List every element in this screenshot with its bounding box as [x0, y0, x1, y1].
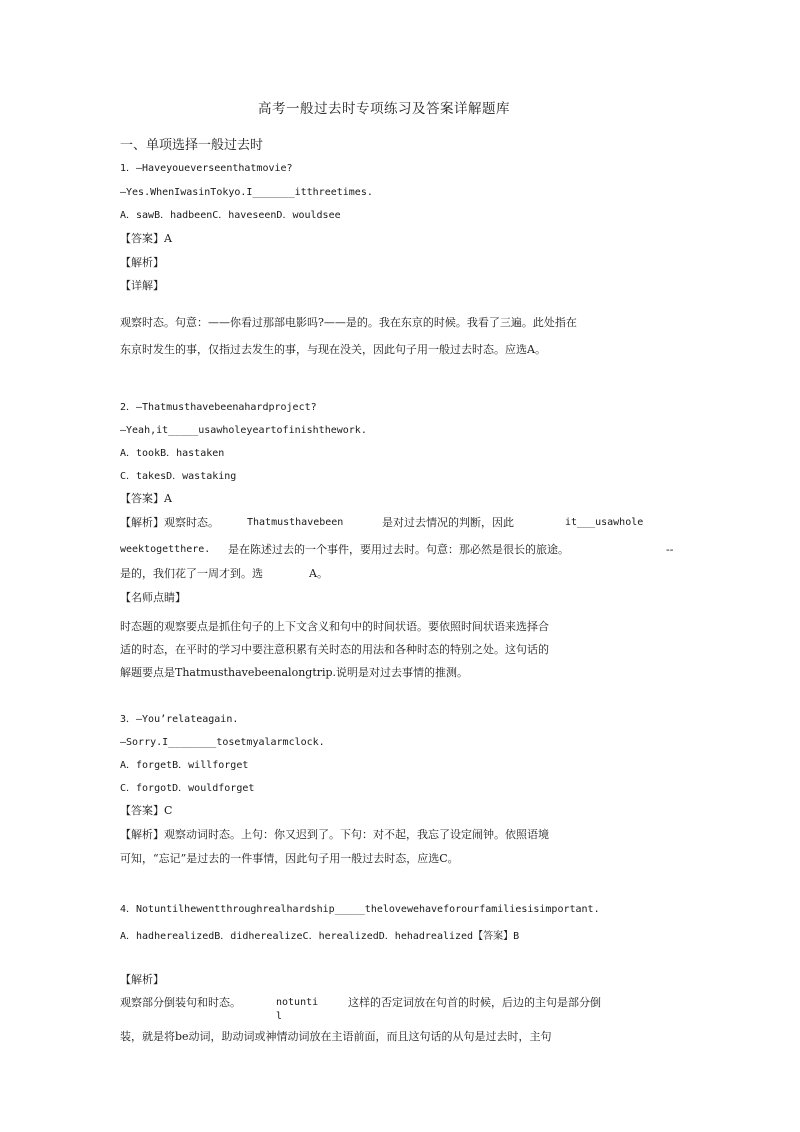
q1-explanation-line: 观察时态。句意：——你看过那部电影吗?——是的。我在东京的时候。我看了三遍。此处指在 — [120, 316, 577, 329]
q2-stem: 2．—Thatmusthavebeenahardproject? — [120, 402, 317, 413]
q2-answer: 【答案】A — [120, 492, 172, 505]
q3-reply: —Sorry.I________tosetmyalarmclock. — [120, 737, 325, 748]
q4-stem: 4．Notuntilhewentthroughrealhardship_____thelovewehaveforourfamiliesisimportant. — [120, 904, 600, 915]
q2-options-cd: C．takesD．wastaking — [120, 471, 237, 482]
q1-analysis-label: 【解析】 — [120, 256, 164, 269]
q1-answer: 【答案】A — [120, 232, 172, 245]
q2-analysis-english: weektogetthere. — [120, 544, 211, 555]
q2-tip-label: 【名师点睛】 — [120, 591, 186, 604]
q4-analysis-label: 【解析】 — [120, 973, 164, 986]
q2-analysis-english: it___usawhole — [565, 517, 644, 528]
q3-options-ab: A．forgetB．willforget — [120, 760, 249, 771]
q2-reply: —Yeah,it_____usawholeyeartofinishthework. — [120, 425, 367, 436]
q3-analysis-line: 可知，“忘记”是过去的一件事情，因此句子用一般过去时态，应选C。 — [120, 852, 459, 865]
q2-analysis-dash: -- — [666, 543, 674, 556]
q2-analysis-text: 【解析】观察时态。 — [120, 516, 219, 529]
q2-analysis-text: 是在陈述过去的一个事件，要用过去时。句意：那必然是很长的旅途。 — [228, 543, 569, 556]
q2-analysis-text: A。 — [309, 567, 328, 580]
q3-stem: 3．—You’relateagain. — [120, 714, 239, 725]
q2-options-ab: A．tookB．hastaken — [120, 448, 225, 459]
q4-options: A．hadherealizedB．didherealizeC．herealizedD．hehadrealized【答案】B — [120, 931, 520, 942]
q2-tip-line: 解题要点是Thatmusthavebeenalongtrip.说明是对过去事情的推测。 — [120, 666, 469, 679]
q2-tip-line: 时态题的观察要点是抓住句子的上下文含义和句中的时间状语。要依照时间状语来选择合 — [120, 620, 549, 633]
page-title: 高考一般过去时专项练习及答案详解题库 — [258, 101, 510, 117]
q2-tip-line: 适的时态，在平时的学习中要注意积累有关时态的用法和各种时态的特别之处。这句话的 — [120, 643, 549, 656]
q4-explanation-text: 这样的否定词放在句首的时候，后边的主句是部分倒 — [348, 996, 601, 1009]
q1-options: A．sawB．hadbeenC．haveseenD．wouldsee — [120, 210, 341, 221]
q4-explanation-english: notunti — [276, 997, 319, 1008]
q1-explanation-line: 东京时发生的事，仅指过去发生的事，与现在没关，因此句子用一般过去时态。应选A。 — [120, 343, 546, 356]
q2-analysis-text: 是对过去情况的判断，因此 — [382, 516, 514, 529]
q2-analysis-text: 是的，我们花了一周才到。选 — [120, 567, 263, 580]
q1-reply: —Yes.WhenIwasinTokyo.I_______itthreetimes. — [120, 187, 373, 198]
q1-detail-label: 【详解】 — [120, 279, 164, 292]
q3-options-cd: C．forgotD．wouldforget — [120, 783, 255, 794]
q2-analysis-english: Thatmusthavebeen — [247, 517, 344, 528]
q3-analysis-line: 【解析】观察动词时态。上句：你又迟到了。下句：对不起，我忘了设定闹钟。依照语境 — [120, 828, 549, 841]
q4-explanation-english: l — [276, 1011, 283, 1022]
q4-explanation-text: 装，就是将be动词，助动词或神情动词放在主语前面，而且这句话的从句是过去时，主句 — [120, 1030, 552, 1043]
q4-explanation-text: 观察部分倒装句和时态。 — [120, 996, 241, 1009]
section-heading: 一、单项选择一般过去时 — [120, 138, 264, 153]
q1-stem: 1．—Haveyoueverseenthatmovie? — [120, 163, 293, 174]
q3-answer: 【答案】C — [120, 804, 173, 817]
